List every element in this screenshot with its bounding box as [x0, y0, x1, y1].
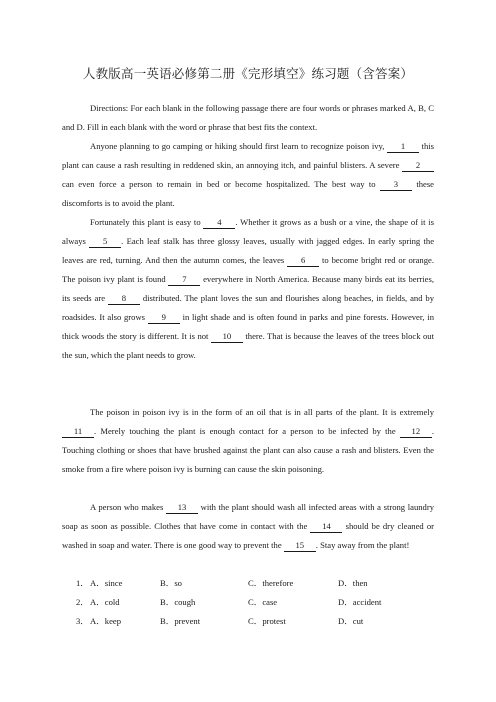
option-number: 2．	[76, 597, 89, 607]
p4-text-1: A person who makes	[90, 502, 166, 512]
blank-15: 15	[284, 540, 316, 552]
p2-text-4: to become bright red or orange. The poison ivy plant is found	[62, 255, 434, 284]
option-a[interactable]: A．cold	[90, 597, 120, 607]
option-b[interactable]: B．so	[160, 578, 182, 588]
p1-text-2: this plant can cause a rash resulting in reddened skin, an annoying itch, and painful blisters. A severe	[62, 141, 434, 170]
option-c[interactable]: C．protest	[248, 616, 286, 626]
passage-paragraph-2	[62, 213, 434, 365]
option-number: 3．	[76, 616, 89, 626]
option-d[interactable]: D．cut	[338, 616, 364, 626]
passage-paragraph-1	[62, 137, 434, 213]
option-c[interactable]: C．case	[248, 597, 278, 607]
option-b[interactable]: B．prevent	[160, 616, 201, 626]
option-number: 1．	[76, 578, 89, 588]
directions-paragraph	[62, 99, 434, 137]
p2-text-5: everywhere in North America. Because many birds eat its berries, its seeds are	[62, 274, 434, 303]
blank-10: 10	[211, 331, 243, 343]
p2-text-6: distributed. The plant loves the sun and flourishes along beaches, in fields, and by roadsides. It also grows	[62, 293, 434, 322]
p2-text-3: . Each leaf stalk has three glossy leaves, usually with jagged edges. In early spring the leaves are red, turning. And then the autumn comes, the leaves	[62, 236, 435, 265]
p3-text-2: . Merely touching the plant is enough contact for a person to be infected by the	[94, 426, 400, 436]
blank-7: 7	[168, 274, 200, 286]
blank-1: 1	[387, 141, 419, 153]
p4-text-4: . Stay away from the plant!	[315, 540, 410, 550]
blank-4: 4	[203, 217, 235, 229]
p2-text-7: in light shade and is often found in parks and pine forests. However, in thick woods the story is different. It is not	[62, 312, 434, 341]
p2-text-1: Fortunately this plant is easy to	[90, 217, 204, 227]
p1-text-4: these discomforts is to avoid the plant.	[62, 179, 434, 208]
blank-13: 13	[166, 502, 198, 514]
p2-text-8: there. That is because the leaves of the trees block out the sun, which the plant needs to grow.	[62, 331, 434, 360]
p1-text-1: Anyone planning to go camping or hiking should first learn to recognize poison ivy,	[90, 141, 387, 151]
passage-paragraph-4	[62, 498, 434, 555]
option-a[interactable]: A．since	[90, 578, 123, 588]
blank-3: 3	[380, 179, 412, 191]
blank-2: 2	[402, 160, 434, 172]
blank-14: 14	[310, 521, 342, 533]
p4-text-3: should be dry cleaned or washed in soap and water. There is one good way to prevent the	[62, 521, 434, 550]
blank-6: 6	[287, 255, 319, 267]
blank-8: 8	[108, 293, 140, 305]
options-row-2	[76, 593, 436, 612]
option-a[interactable]: A．keep	[90, 616, 122, 626]
p3-text-1: The poison in poison ivy is in the form of an oil that is in all parts of the plant. It is extremely	[90, 407, 434, 417]
blank-9: 9	[148, 312, 180, 324]
p1-text-3: can even force a person to remain in bed or become hospitalized. The best way to	[62, 179, 380, 189]
blank-12: 12	[400, 426, 432, 438]
options-row-1	[76, 574, 436, 593]
p4-text-2: with the plant should wash all infected areas with a strong laundry soap as soon as possible. Clothes that have come in contact with the	[62, 502, 434, 531]
p3-text-3: . Touching clothing or shoes that have brushed against the plant can also cause a rash and blisters. Even the smoke from a fire where poison ivy is burning can cause the skin poisoning.	[62, 426, 434, 474]
p2-text-2: . Whether it grows as a bush or a vine, the shape of it is always	[62, 217, 434, 246]
blank-5: 5	[89, 236, 121, 248]
option-b[interactable]: B．cough	[160, 597, 196, 607]
option-d[interactable]: D．accident	[338, 597, 382, 607]
option-d[interactable]: D．then	[338, 578, 368, 588]
option-c[interactable]: C．therefore	[248, 578, 294, 588]
options-row-3	[76, 612, 436, 631]
page-title: 人教版高一英语必修第二册《完形填空》练习题（含答案）	[82, 67, 414, 81]
blank-11: 11	[62, 426, 94, 438]
passage-paragraph-3	[62, 403, 434, 479]
directions-text: Directions: For each blank in the following passage there are four words or phrases marked A, B, C and D. Fill in each blank with the word or phrase that best fits the context.	[62, 103, 434, 132]
